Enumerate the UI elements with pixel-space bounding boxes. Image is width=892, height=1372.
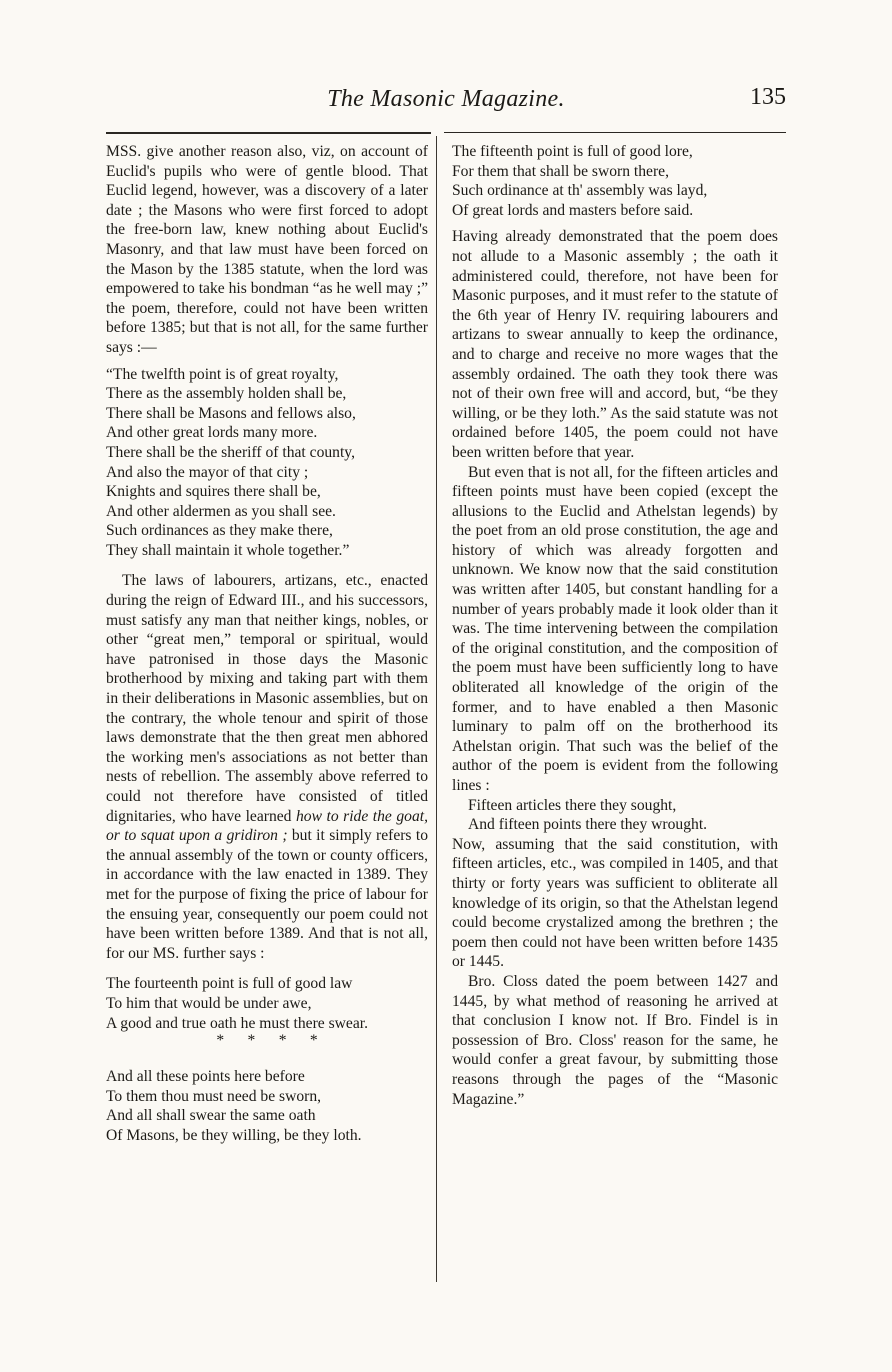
verse-line: The fifteenth point is full of good lore,	[452, 143, 693, 160]
verse-line: They shall maintain it whole together.”	[106, 541, 350, 559]
verse-line: A good and true oath he must there swear.	[106, 1014, 368, 1032]
asterism: * * * *	[216, 1032, 318, 1050]
paragraph-text: but it simply refers to the annual assembly of the town or county officers, in accordance with the law enacted in 1389. They met for the purpose of fixing the price of labour for the ensuing year, consequently our poem could not have been written before 1389. And that is not all, for our MS. further says :	[106, 827, 428, 962]
verse-line: And all these points here before	[106, 1068, 305, 1086]
verse-line: There shall be Masons and fellows also,	[106, 404, 356, 422]
verse-line: There as the assembly holden shall be,	[106, 385, 347, 403]
verse-fifteen-articles	[452, 796, 778, 835]
verse-line: The fourteenth point is full of good law	[106, 975, 353, 993]
paragraph-mss-reason: MSS. give another reason also, viz, on account of Euclid's pupils who were of gentle blood. That Euclid legend, however, was a discovery of a later date ; the Masons who were first forced to adopt the free-born law, knew nothing about Euclid's Masonry, and that law must have been forced on the Mason by the 1385 statute, when the lord was empowered to take his bondman “as he well may ;” the poem, therefore, could not have been written before 1385; but that is not all, for the same further says :—	[106, 143, 428, 356]
verse-line: For them that shall be sworn there,	[452, 162, 669, 180]
paragraph-laws-of-labourers	[106, 571, 428, 963]
paragraph-fifteen-articles: But even that is not all, for the fifteen articles and fifteen points must have been copied (except the allusions to the Euclid and Athelstan legends) by the poet from an old prose constitution, the age and history of which was already forgotten and unknown. We know now that the said constitution was written after 1405, but constant handling for a number of years probably made it look older than it was. The time intervening between the compilation of the original constitution, and the composition of the poem must have been sufficiently long to have obliterated all knowledge of the origin of the former, and to have enabled a then Masonic luminary to palm off on the brotherhood its Athelstan origin. That such was the belief of the author of the poem is evident from the following lines :	[452, 463, 778, 794]
verse-twelfth-point	[106, 365, 428, 561]
verse-line: Fifteen articles there they sought,	[468, 796, 677, 814]
verse-line: To them thou must need be sworn,	[106, 1087, 322, 1105]
page-number: 135	[750, 84, 786, 110]
verse-line: And other great lords many more.	[106, 424, 318, 442]
paragraph-oath-statute: Having already demonstrated that the poem does not allude to a Masonic assembly ; the oath it administered could, therefore, not have been for Masonic purposes, and it must refer to the statute of the 6th year of Henry IV. requiring labourers and artizans to swear annually to keep the ordinance, and to charge and receive no more wages that the assembly ordained. The oath they took there was not of their own free will and accord, but, “be they willing, or be they loth.” As the said statute was not ordained before 1405, the poem could not have been written before that year.	[452, 228, 778, 461]
verse-line: Of great lords and masters before said.	[452, 201, 694, 219]
column-divider	[436, 136, 437, 1282]
verse-line: “The twelfth point is of great royalty,	[106, 365, 339, 383]
paragraph-text: The laws of labourers, artizans, etc., enacted during the reign of Edward III., and his successors, must satisfy any man that neither kings, nobles, or other “great men,” temporal or spiritual, would have patronised in those days the Masonic brotherhood by mixing and taking part with them in their deliberations in Masonic assemblies, but on the contrary, the whole tenour and spirit of those laws demonstrate that the then great men abhored the working men's associations as not better than nests of rebellion. The assembly above referred to could not therefore have consisted of titled dignitaries, who have learned	[106, 572, 428, 825]
left-column	[106, 142, 428, 1146]
verse-line: To him that would be under awe,	[106, 994, 312, 1012]
verse-line: And other aldermen as you shall see.	[106, 502, 336, 520]
verse-line: Such ordinance at th' assembly was layd,	[452, 182, 708, 200]
verse-fourteenth-point	[106, 974, 428, 1033]
verse-line: There shall be the sheriff of that county,	[106, 443, 355, 461]
verse-line: Such ordinances as they make there,	[106, 522, 333, 540]
paragraph-bro-closs: Bro. Closs dated the poem between 1427 and 1445, by what method of reasoning he arrived at that conclusion I know not. If Bro. Findel is in possession of Bro. Closs' reason for the same, he would confer a great favour, by submitting those reasons through the pages of the “Masonic Magazine.”	[452, 972, 778, 1108]
verse-fifteenth-point	[452, 142, 778, 220]
verse-line: Of Masons, be they willing, be they loth.	[106, 1126, 362, 1144]
verse-points-sworn	[106, 1067, 428, 1145]
header-rule-right	[444, 132, 786, 133]
running-title: The Masonic Magazine.	[327, 86, 565, 112]
right-column	[452, 142, 778, 1109]
verse-line: And all shall swear the same oath	[106, 1107, 316, 1125]
verse-line: And fifteen points there they wrought.	[468, 816, 708, 834]
verse-line: And also the mayor of that city ;	[106, 463, 309, 481]
header-rule-left	[106, 132, 431, 134]
paragraph-assuming-constitution: Now, assuming that the said constitution, with fifteen articles, etc., was compiled in 1405, and that thirty or forty years was sufficient to obliterate all knowledge of its origin, so that the Athelstan legend could become crystalized among the brethren ; the poem then could not have been written before 1435 or 1445.	[452, 835, 778, 971]
italic-phrase: how to ride the goat, or to squat upon a gridiron ;	[106, 807, 428, 845]
page-header	[106, 82, 786, 130]
verse-line: Knights and squires there shall be,	[106, 483, 321, 501]
